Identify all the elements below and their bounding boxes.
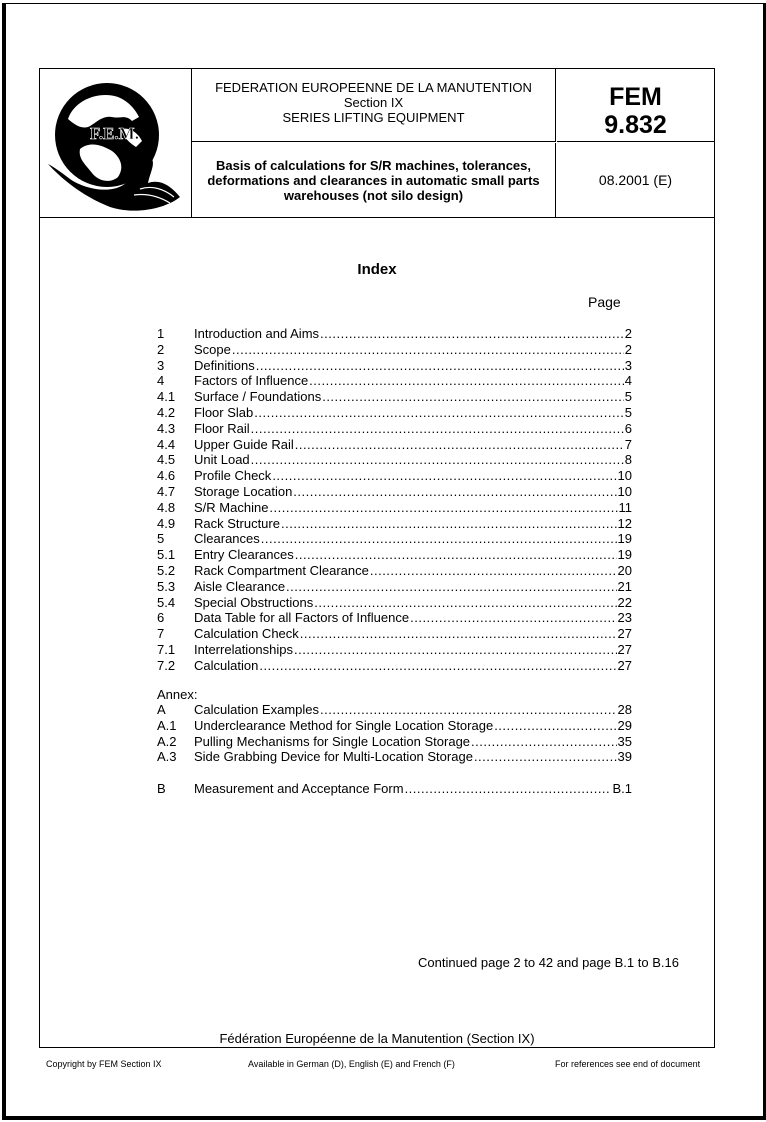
toc-leader-dots <box>254 405 624 420</box>
toc-entry-number: 2 <box>157 341 165 357</box>
toc-entry-line <box>194 579 632 594</box>
toc-entry <box>157 516 632 531</box>
toc-entry-page: 27 <box>617 657 632 673</box>
copyright-note: Copyright by FEM Section IX <box>46 1059 162 1069</box>
toc-entry-line <box>194 595 632 610</box>
toc-leader-dots <box>251 452 624 467</box>
toc-entry-line <box>194 373 632 388</box>
toc-entry-line <box>194 658 632 673</box>
toc-entry-page: 39 <box>617 749 632 765</box>
toc-leader-dots <box>232 342 624 357</box>
toc-entry-line <box>194 781 632 796</box>
toc-entry-page: 29 <box>617 717 632 733</box>
page-column-header: Page <box>588 294 621 310</box>
toc-entry-line <box>194 326 632 341</box>
title-line-1: Basis of calculations for S/R machines, tolerances, <box>216 158 531 173</box>
toc-entry-title: Unit Load <box>194 452 250 468</box>
toc-entry-page: 21 <box>617 578 632 594</box>
toc-leader-dots <box>300 626 617 641</box>
toc-entry-line <box>194 531 632 546</box>
toc-entry-line <box>194 563 632 578</box>
toc-entry <box>157 658 632 673</box>
toc-entry <box>157 373 632 388</box>
toc-entry-page: 5 <box>624 405 632 420</box>
toc-entry-title: Aisle Clearance <box>194 578 286 594</box>
toc-entry-number: A.3 <box>157 749 177 765</box>
toc-entry-number: 1 <box>157 326 165 341</box>
document-frame <box>39 68 715 1048</box>
toc-leader-dots <box>281 516 617 531</box>
toc-entry-number: 4 <box>157 373 165 389</box>
toc-entry-title: Storage Location <box>194 484 293 499</box>
toc-entry-title: Underclearance Method for Single Location Storage <box>194 717 494 733</box>
toc-entry-line <box>194 452 632 467</box>
toc-entry-number: A.2 <box>157 733 177 749</box>
toc-leader-dots <box>320 326 624 341</box>
document-date: 08.2001 (E) <box>598 172 673 188</box>
toc-entry <box>157 405 632 420</box>
toc-entry-page: B.1 <box>612 781 632 797</box>
document-footer: Fédération Européenne de la Manutention (Section IX) <box>219 1031 535 1046</box>
toc-entry-page: 28 <box>617 702 632 717</box>
logo-text: F.E.M. <box>90 124 139 143</box>
toc-entry-line <box>194 610 632 625</box>
toc-entry-number: 4.8 <box>157 499 176 515</box>
toc-leader-dots <box>471 734 616 749</box>
toc-entry-number: 6 <box>157 610 165 626</box>
toc-entry-line <box>194 626 632 641</box>
toc-entry <box>157 358 632 373</box>
toc-leader-dots <box>494 718 616 733</box>
toc-entry-page: 35 <box>617 733 632 749</box>
toc-entry-line <box>194 437 632 452</box>
document-title-cell <box>192 143 556 217</box>
toc-entry-title: Factors of Influence <box>194 373 309 389</box>
toc-entry-page: 8 <box>624 452 632 468</box>
toc-entry <box>157 579 632 594</box>
toc-entry-title: Special Obstructions <box>194 594 314 610</box>
toc-entry-line <box>194 749 632 764</box>
toc-entry-title: Floor Rail <box>194 420 250 436</box>
toc-entry-line <box>194 405 632 420</box>
toc-entry-title: Side Grabbing Device for Multi-Location Storage <box>194 749 473 765</box>
document-number: 9.832 <box>604 111 667 139</box>
toc-entry-line <box>194 342 632 357</box>
toc-entry-title: Calculation Examples <box>194 702 320 717</box>
toc-entry-page: 10 <box>617 484 632 499</box>
document-header <box>40 69 714 218</box>
toc-entry <box>157 421 632 436</box>
toc-entry-title: Rack Compartment Clearance <box>194 563 369 578</box>
toc-entry-page: 19 <box>617 531 632 547</box>
toc-entry-line <box>194 718 632 733</box>
toc-entry-title: Calculation Check <box>194 626 299 642</box>
toc-entry-page: 10 <box>617 468 632 484</box>
toc-entry-title: Clearances <box>194 531 260 547</box>
toc-entry-page: 7 <box>624 436 632 452</box>
toc-entry <box>157 595 632 610</box>
index-heading: Index <box>357 261 397 278</box>
toc-leader-dots <box>286 579 616 594</box>
toc-entry <box>157 389 632 404</box>
toc-entry <box>157 702 632 717</box>
toc-entry-number: A.1 <box>157 717 177 733</box>
toc-entry <box>157 718 632 733</box>
toc-entry-number: B <box>157 781 166 797</box>
toc-leader-dots <box>314 595 616 610</box>
toc-entry-title: Upper Guide Rail <box>194 436 294 452</box>
toc-leader-dots <box>294 642 617 657</box>
toc-entry <box>157 642 632 657</box>
toc-leader-dots <box>474 749 617 764</box>
toc-entry-number: A <box>157 702 166 717</box>
references-note: For references see end of document <box>555 1059 701 1069</box>
toc-entry-line <box>194 500 632 515</box>
toc-leader-dots <box>410 610 616 625</box>
toc-leader-dots <box>320 702 617 717</box>
toc-leader-dots <box>259 658 616 673</box>
section-label: Section IX <box>343 95 404 110</box>
toc-entry-page: 23 <box>617 610 632 626</box>
toc-entry-page: 27 <box>617 642 632 657</box>
toc-entry-page: 27 <box>617 626 632 642</box>
toc-entry-page: 4 <box>624 373 632 389</box>
toc-entry-line <box>194 421 632 436</box>
toc-entry <box>157 531 632 546</box>
toc-leader-dots <box>269 500 617 515</box>
toc-entry-number: 4.2 <box>157 405 176 420</box>
toc-entry <box>157 484 632 499</box>
toc-entry-number: 3 <box>157 357 165 373</box>
toc-leader-dots <box>295 437 624 452</box>
toc-entry-number: 5 <box>157 531 165 547</box>
toc-entry-number: 7 <box>157 626 165 642</box>
toc-entry-title: Measurement and Acceptance Form <box>194 781 404 797</box>
toc-entry-number: 4.1 <box>157 389 176 405</box>
toc-leader-dots <box>256 358 624 373</box>
toc-leader-dots <box>322 389 624 404</box>
toc-entry-page: 6 <box>624 420 632 436</box>
toc-entry <box>157 626 632 641</box>
toc-entry-title: Calculation <box>194 657 259 673</box>
toc-entry-number: 4.5 <box>157 452 176 468</box>
toc-entry-title: Interrelationships <box>194 642 293 657</box>
toc-entry-page: 11 <box>618 499 632 515</box>
fem-logo <box>40 69 191 217</box>
organization-cell <box>192 69 556 142</box>
toc-entry-title: S/R Machine <box>194 499 269 515</box>
toc-entry-line <box>194 358 632 373</box>
toc-entry-number: 4.3 <box>157 420 176 436</box>
title-line-2: deformations and clearances in automatic small parts <box>207 173 540 188</box>
toc-leader-dots <box>309 373 624 388</box>
toc-leader-dots <box>293 484 616 499</box>
toc-entry-page: 22 <box>617 594 632 610</box>
fem-logo-cell <box>40 69 192 217</box>
toc-entry-page: 2 <box>624 341 632 357</box>
toc-entry <box>157 749 632 764</box>
toc-entry-number: 4.6 <box>157 468 176 484</box>
toc-entry-title: Surface / Foundations <box>194 389 322 405</box>
toc-entry-title: Floor Slab <box>194 405 254 420</box>
toc-entry-title: Entry Clearances <box>194 547 294 563</box>
toc-entry <box>157 734 632 749</box>
toc-entry-page: 12 <box>617 515 632 531</box>
toc-entry-page: 20 <box>617 563 632 578</box>
toc-entry-title: Pulling Mechanisms for Single Location Storage <box>194 733 471 749</box>
toc-entry <box>157 781 632 796</box>
toc-entry-title: Data Table for all Factors of Influence <box>194 610 410 626</box>
toc-entry-title: Profile Check <box>194 468 272 484</box>
toc-entry-title: Scope <box>194 341 231 357</box>
toc-leader-dots <box>272 468 616 483</box>
toc-entry <box>157 610 632 625</box>
document-number-cell <box>557 69 714 142</box>
toc-entry-title: Definitions <box>194 357 255 373</box>
toc-entry-number: 4.4 <box>157 436 176 452</box>
fem-label: FEM <box>609 83 662 111</box>
toc-entry-line <box>194 389 632 404</box>
toc-entry-number: 7.2 <box>157 657 176 673</box>
toc-entry-line <box>194 642 632 657</box>
toc-entry-page: 3 <box>624 357 632 373</box>
toc-leader-dots <box>295 547 617 562</box>
toc-entry <box>157 437 632 452</box>
title-line-3: warehouses (not silo design) <box>283 188 464 203</box>
toc-entry <box>157 342 632 357</box>
toc-entry-title: Introduction and Aims <box>194 326 320 341</box>
toc-entry-number: 5.1 <box>157 547 176 563</box>
toc-entry <box>157 547 632 562</box>
toc-entry-page: 19 <box>617 547 632 563</box>
toc-entry-number: 5.3 <box>157 578 176 594</box>
toc-entry <box>157 452 632 467</box>
toc-entry-line <box>194 468 632 483</box>
toc-leader-dots <box>405 781 612 796</box>
toc-entry-line <box>194 734 632 749</box>
toc-leader-dots <box>251 421 624 436</box>
continued-note: Continued page 2 to 42 and page B.1 to B.16 <box>418 955 679 970</box>
toc-leader-dots <box>370 563 617 578</box>
toc-entry-line <box>194 702 632 717</box>
toc-entry-number: 4.9 <box>157 515 176 531</box>
toc-entry-line <box>194 484 632 499</box>
toc-entry <box>157 468 632 483</box>
toc-entry-line <box>194 547 632 562</box>
annex-label: Annex: <box>157 687 198 702</box>
toc-entry <box>157 563 632 578</box>
toc-entry-title: Rack Structure <box>194 515 280 531</box>
toc-entry <box>157 500 632 515</box>
toc-entry-page: 5 <box>624 389 632 405</box>
series-label: SERIES LIFTING EQUIPMENT <box>282 110 465 125</box>
toc-entry-number: 5.2 <box>157 563 176 578</box>
toc-leader-dots <box>261 531 617 546</box>
toc-entry-page: 2 <box>624 326 632 341</box>
organization-name: FEDERATION EUROPEENNE DE LA MANUTENTION <box>215 80 532 95</box>
toc-entry <box>157 326 632 341</box>
language-note: Available in German (D), English (E) and French (F) <box>248 1059 455 1069</box>
toc-entry-number: 4.7 <box>157 484 176 499</box>
toc-entry-line <box>194 516 632 531</box>
toc-entry-number: 5.4 <box>157 594 176 610</box>
toc-entry-number: 7.1 <box>157 642 176 657</box>
